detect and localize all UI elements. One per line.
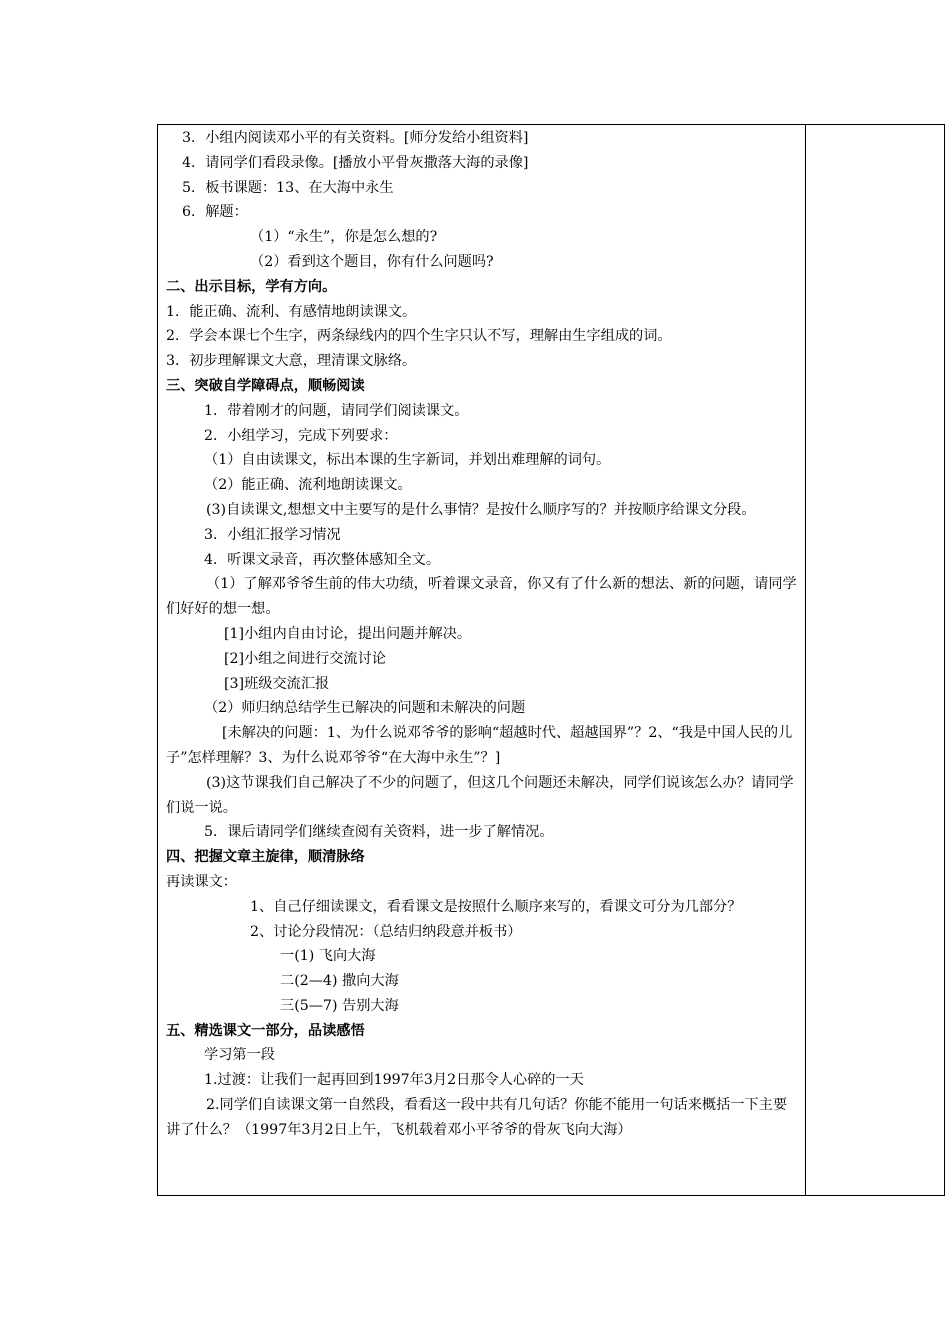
text-line: （1）自由读课文，标出本课的生字新词，并划出难理解的词句。 (204, 452, 611, 469)
section-heading: 五、精选课文一部分，品读感悟 (166, 1022, 365, 1039)
text-line: 6．解题： (182, 204, 248, 221)
notes-column-cell (806, 125, 944, 1195)
text-line: 2、讨论分段情况：（总结归纳段意并板书） (250, 923, 522, 940)
text-line: 5．课后请同学们继续查阅有关资料，进一步了解情况。 (204, 824, 554, 841)
text-line: 2．小组学习，完成下列要求： (204, 427, 398, 444)
text-line: （2）看到这个题目，你有什么问题吗? (250, 253, 494, 270)
text-line: 2.同学们自读课文第一自然段，看看这一段中共有几句话？你能不能用一句话来概括一下主要讲了什么？（1997年3月2日上午，飞机载着邓小平爷爷的骨灰飞向大海） (166, 1097, 788, 1138)
section-heading: 二、出示目标，学有方向。 (166, 278, 337, 295)
text-line: 二(2—4) 撒向大海 (280, 973, 399, 990)
text-line: 1．能正确、流利、有感情地朗读课文。 (166, 303, 417, 320)
section-heading: 三、突破自学障碍点，顺畅阅读 (166, 377, 365, 394)
text-line: （1）了解邓爷爷生前的伟大功绩，听着课文录音，你又有了什么新的想法、新的问题，请同学们好好的想一想。 (166, 576, 797, 618)
text-line: [1]小组内自由讨论，提出问题并解决。 (224, 625, 472, 642)
text-line: 3．初步理解课文大意，理清课文脉络。 (166, 353, 417, 370)
text-line: 再读课文： (166, 873, 237, 890)
text-line: （1）“永生”，你是怎么想的? (250, 229, 438, 246)
text-line: （2）师归纳总结学生已解决的问题和未解决的问题 (204, 700, 526, 717)
text-line: [3]班级交流汇报 (224, 675, 330, 692)
text-line: 4．请同学们看段录像。[播放小平骨灰撒落大海的录像] (182, 154, 529, 171)
text-line: 3．小组内阅读邓小平的有关资料。[师分发给小组资料] (182, 130, 529, 146)
section-heading: 四、把握文章主旋律，顺清脉络 (166, 849, 365, 866)
text-line: [2]小组之间进行交流讨论 (224, 650, 386, 667)
text-line: 一(1) 飞向大海 (280, 948, 376, 965)
text-line: 学习第一段 (204, 1047, 275, 1064)
text-line: (3)自读课文,想想文中主要写的是什么事情？是按什么顺序写的？并按顺序给课文分段。 (206, 501, 756, 518)
text-line: 5．板书课题：13、在大海中永生 (182, 179, 394, 196)
text-line: 2．学会本课七个生字，两条绿线内的四个生字只认不写，理解由生字组成的词。 (166, 328, 672, 345)
text-line: 1、自己仔细读课文，看看课文是按照什么顺序来写的，看课文可分为几部分？ (250, 898, 742, 915)
text-line: 3．小组汇报学习情况 (204, 526, 341, 543)
text-line: 1．带着刚才的问题，请同学们阅读课文。 (204, 402, 469, 419)
text-line: （2）能正确、流利地朗读课文。 (204, 477, 412, 494)
text-line: (3)这节课我们自己解决了不少的问题了，但这几个问题还未解决，同学们说该怎么办？请同学们说一说。 (166, 774, 794, 816)
text-line: 三(5—7) 告别大海 (280, 997, 399, 1014)
text-line: [未解决的问题：1、为什么说邓爷爷的影响“超越时代、超越国界”？2、“我是中国人民的儿子”怎样理解？3、为什么说邓爷爷“在大海中永生”？] (166, 725, 793, 766)
lesson-plan-content (166, 126, 798, 1143)
text-line: 4．听课文录音，再次整体感知全文。 (204, 551, 441, 568)
text-line: 1.过渡：让我们一起再回到1997年3月2日那令人心碎的一天 (204, 1072, 584, 1089)
